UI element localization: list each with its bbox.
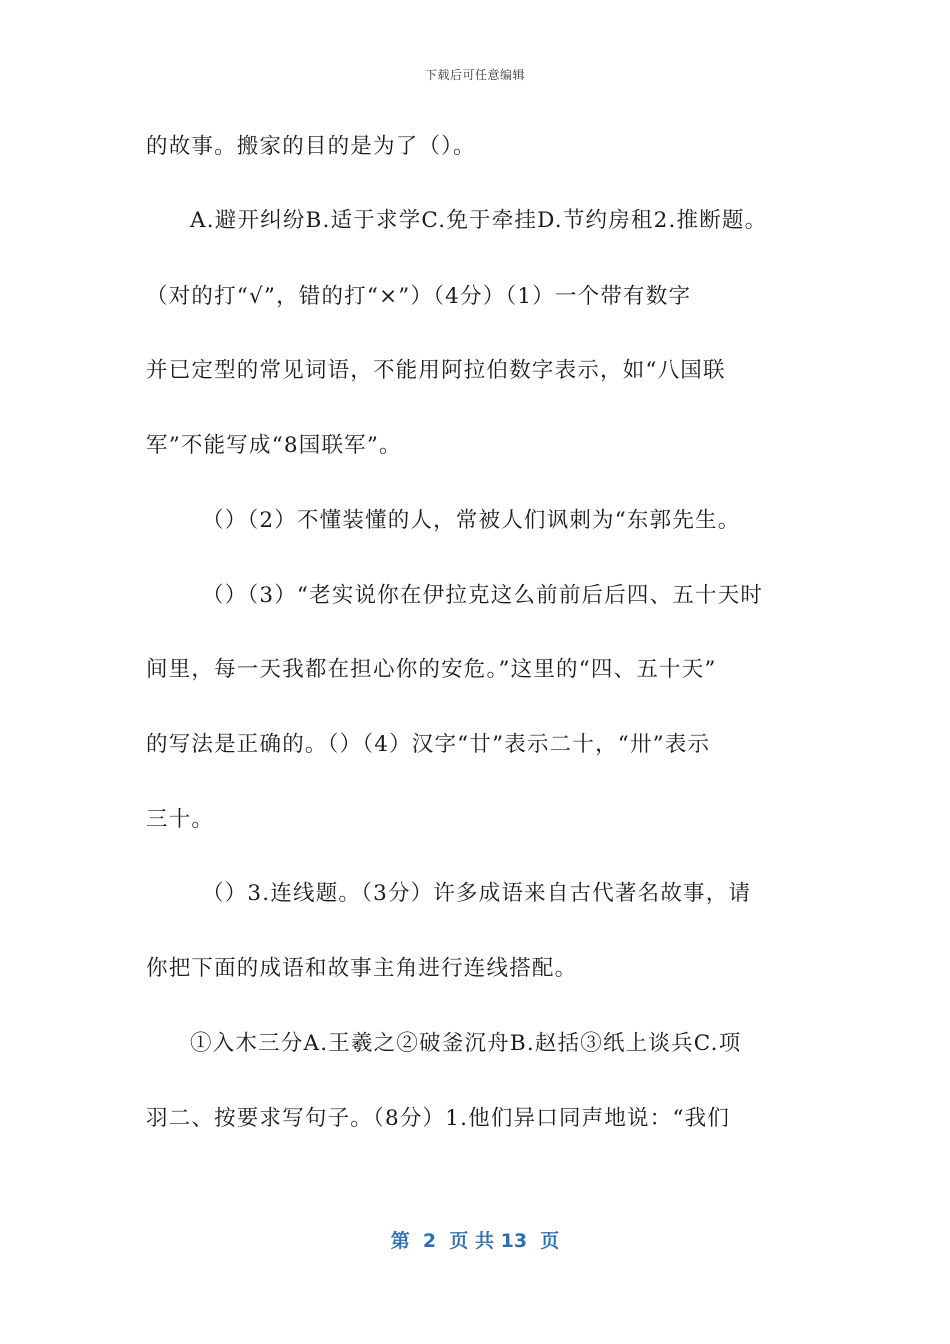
body-line-3: （对的打“√”，错的打“×”）（4分）（1）一个带有数字 [146,284,692,309]
body-line-4: 并已定型的常见词语，不能用阿拉伯数字表示，如“八国联 [146,358,726,383]
body-line-12: 你把下面的成语和故事主角进行连线搭配。 [146,956,578,981]
body-line-9: 的写法是正确的。（）（4）汉字“廿”表示二十，“卅”表示 [146,732,711,757]
body-line-5: 军”不能写成“8国联军”。 [146,433,402,458]
body-line-13: ①入木三分A.王羲之②破釜沉舟B.赵括③纸上谈兵C.项 [190,1031,742,1056]
body-line-6: （）（2）不懂装懂的人，常被人们讽刺为“东郭先生。 [202,508,741,533]
body-line-14: 羽二、按要求写句子。（8分）1.他们异口同声地说：“我们 [146,1106,731,1131]
body-line-1: 的故事。搬家的目的是为了（）。 [146,134,476,159]
body-line-11: （）3.连线题。（3分）许多成语来自古代著名故事，请 [202,881,752,906]
body-line-2: A.避开纠纷B.适于求学C.免于牵挂D.节约房租2.推断题。 [190,208,768,233]
body-line-10: 三十。 [146,807,215,832]
body-line-8: 间里，每一天我都在担心你的安危。”这里的“四、五十天” [146,657,717,682]
page-footer: 第 2 页 共 13 页 [390,1230,560,1252]
page-header: 下载后可任意编辑 [424,68,525,82]
body-line-7: （）（3）“老实说你在伊拉克这么前前后后四、五十天时 [202,583,764,608]
